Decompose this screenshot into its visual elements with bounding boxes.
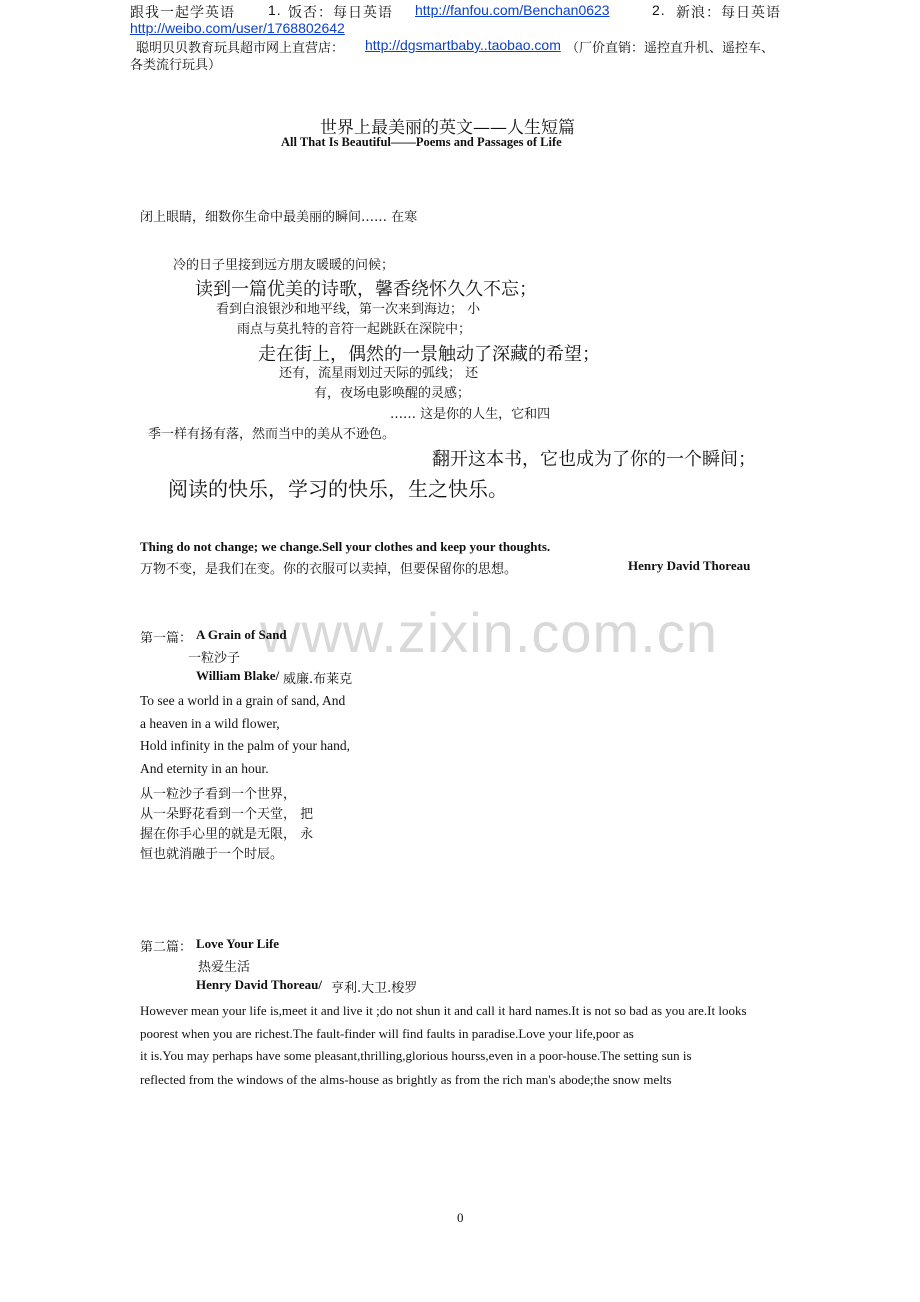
header-item2-label: 新浪：每日英语 bbox=[676, 5, 781, 21]
shop-note-cont: 各类流行玩具） bbox=[130, 58, 222, 73]
taobao-link[interactable]: http://dgsmartbaby..taobao.com bbox=[365, 37, 561, 53]
fanfou-link[interactable]: http://fanfou.com/Benchan0623 bbox=[415, 2, 610, 18]
header-lead: 跟我一起学英语 bbox=[130, 5, 235, 21]
poem1-author: William Blake/ bbox=[196, 668, 280, 683]
intro-line-12: 阅读的快乐，学习的快乐，生之快乐。 bbox=[168, 477, 508, 501]
header-item2-number: 2. bbox=[652, 2, 666, 18]
page-subtitle: All That Is Beautiful——Poems and Passages of Life bbox=[281, 135, 562, 149]
poem1-title: A Grain of Sand bbox=[196, 627, 287, 642]
intro-line-2: 冷的日子里接到远方朋友暖暖的问候； bbox=[173, 258, 395, 273]
intro-line-7: 还有，流星雨划过天际的弧线； 还 bbox=[279, 366, 479, 381]
poem1-cn-line: 从一粒沙子看到一个世界， bbox=[140, 787, 297, 802]
poem2-author-cn: 亨利.大卫.梭罗 bbox=[331, 981, 418, 996]
quote-english: Thing do not change; we change.Sell your clothes and keep your thoughts. bbox=[140, 539, 551, 554]
poem2-title: Love Your Life bbox=[196, 936, 280, 951]
poem1-author-cn: 威廉.布莱克 bbox=[283, 672, 353, 687]
poem1-en-line: Hold infinity in the palm of your hand, bbox=[140, 738, 350, 753]
poem2-line: However mean your life is,meet it and live it ;do not shun it and call it hard names.It is not so bad as you are.It looks bbox=[140, 1003, 747, 1018]
poem1-cn-line: 握在你手心里的就是无限， 永 bbox=[140, 827, 314, 842]
shop-label: 聪明贝贝教育玩具超市网上直营店： bbox=[136, 41, 345, 56]
poem1-en-line: a heaven in a wild flower, bbox=[140, 716, 280, 731]
header-item1-label: 饭否：每日英语 bbox=[288, 5, 393, 21]
poem2-line: reflected from the windows of the alms-house as brightly as from the rich man's abode;the snow melts bbox=[140, 1072, 672, 1087]
page-title: 世界上最美丽的英文——人生短篇 bbox=[320, 118, 575, 138]
poem1-label: 第一篇： bbox=[140, 631, 193, 646]
poem1-en-line: And eternity in an hour. bbox=[140, 761, 269, 776]
intro-line-9: …… 这是你的人生，它和四 bbox=[390, 407, 551, 422]
header-item1-number: 1. bbox=[268, 2, 282, 18]
quote-chinese: 万物不变，是我们在变。你的衣服可以卖掉，但要保留你的思想。 bbox=[140, 562, 518, 577]
quote-author: Henry David Thoreau bbox=[628, 558, 751, 573]
intro-line-6: 走在街上，偶然的一景触动了深藏的希望； bbox=[258, 344, 600, 365]
intro-line-8: 有，夜场电影唤醒的灵感； bbox=[314, 386, 471, 401]
watermark-text: www.zixin.com.cn bbox=[260, 601, 718, 664]
intro-line-10: 季一样有扬有落，然而当中的美从不逊色。 bbox=[148, 427, 396, 442]
poem1-en-line: To see a world in a grain of sand, And bbox=[140, 693, 346, 708]
page-number: 0 bbox=[457, 1210, 464, 1225]
intro-line-5: 雨点与莫扎特的音符一起跳跃在深院中； bbox=[237, 322, 472, 337]
shop-note: （厂价直销：遥控直升机、遥控车、 bbox=[566, 41, 775, 56]
poem2-line: poorest when you are richest.The fault-finder will find faults in paradise.Love your life,poor as bbox=[140, 1026, 634, 1041]
intro-line-4: 看到白浪银沙和地平线，第一次来到海边； 小 bbox=[216, 302, 481, 317]
intro-line-3: 读到一篇优美的诗歌，馨香绕怀久久不忘； bbox=[195, 279, 537, 300]
intro-line-11: 翻开这本书，它也成为了你的一个瞬间； bbox=[432, 449, 756, 470]
poem1-cn-line: 恒也就消融于一个时辰。 bbox=[140, 847, 284, 862]
intro-line-1: 闭上眼睛，细数你生命中最美丽的瞬间…… 在寒 bbox=[140, 210, 418, 225]
poem2-label: 第二篇： bbox=[140, 940, 193, 955]
poem1-title-cn: 一粒沙子 bbox=[188, 651, 241, 666]
weibo-link[interactable]: http://weibo.com/user/1768802642 bbox=[130, 20, 345, 36]
poem2-title-cn: 热爱生活 bbox=[198, 960, 251, 975]
poem2-line: it is.You may perhaps have some pleasant,thrilling,glorious hourss,even in a poor-house.The setting sun is bbox=[140, 1048, 692, 1063]
poem2-author: Henry David Thoreau/ bbox=[196, 977, 322, 992]
poem1-cn-line: 从一朵野花看到一个天堂， 把 bbox=[140, 807, 314, 822]
